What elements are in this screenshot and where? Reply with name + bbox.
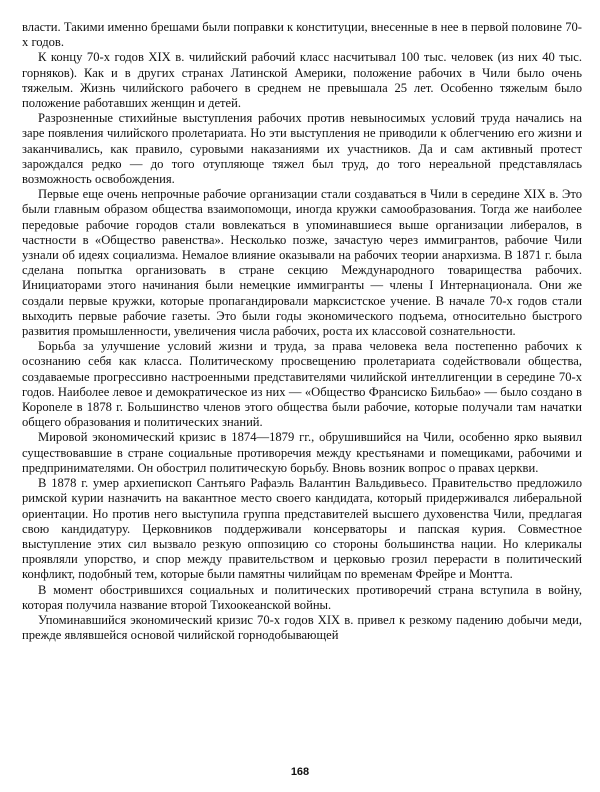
paragraph-8: В момент обострившихся социальных и политических противоречий страна вступила в войну, которая получила название второй Тихоокеанской войны.: [22, 582, 582, 612]
page-number: 168: [290, 766, 310, 778]
paragraph-9: Упоминавшийся экономический кризис 70-х годов XIX в. привел к резкому падению добычи меди, прежде являвшейся основой чилийской горнодобывающей: [22, 612, 582, 643]
paragraph-3: Разрозненные стихийные выступления рабочих против невыносимых условий труда начались на заре появления чилийского пролетариата. Но эти выступления не приводили к облегчению его жизни и заканчивались, как правило, суровыми наказаниями их участников. Да и сам активный протест зарождался редко — до того отупляюще тяжел был труд, до того нереальной представлялась возможность освобождения.: [22, 111, 582, 187]
paragraph-7: В 1878 г. умер архиепископ Сантьяго Рафаэль Валантин Вальдивьесо. Правительство предложило римской курии назначить на вакантное место своего кандидата, который придерживался либеральной ориентации. Но против него выступила группа представителей высшего духовенства Чили, предлагая свою кандидатуру. Церковников поддерживали консерваторы и папская курия. Совместное выступление этих сил вызвало резкую оппозицию со стороны большинства нации. Но клерикалы проявляли упорство, и спор между правительством и церковью грозил перерасти в политический конфликт, подобный тем, которые были памятны чилийцам по временам Фрейре и Монтта.: [22, 476, 582, 582]
paragraph-5: Борьба за улучшение условий жизни и труда, за права человека вела постепенно рабочих к осознанию себя как класса. Политическому просвещению пролетариата содействовали общества, создаваемые прогрессивно настроенными представителями чилийской интеллигенции в середине 70-х годов. Наиболее левое и демократическое из них — «Общество Франсиско Бильбао» — было создано в Короneле в 1878 г. Большинство членов этого общества были рабочие, которые получали там начатки общего образования и политических знаний.: [22, 339, 582, 430]
paragraph-4: Первые еще очень непрочные рабочие организации стали создаваться в Чили в середине XIX в. Это были главным образом общества взаимопомощи, иногда кружки самообразования. Тогда же наиболее передовые рабочие городов стали вовлекаться в упоминавшиеся выше организации либералов, в частности в «Общество равенства». Несколько позже, зачастую через иммигрантов, рабочие Чили узнали об идеях социализма. Немалое влияние оказывали на рабочих теории анархизма. В 1871 г. была сделана попытка организовать в стране секцию Международного товарищества рабочих. Инициаторами этого начинания были немецкие иммигранты — члены I Интернационала. Они же создали первые кружки, которые пропагандировали марксистское учение. В начале 70-х годов стали выходить первые рабочие газеты. Это были годы экономического подъема, относительно быстрого развития промышленности, увеличения числа рабочих, роста их классовой сознательности.: [22, 187, 582, 339]
paragraph-6: Мировой экономический кризис в 1874—1879 гг., обрушившийся на Чили, особенно ярко выявил существовавшие в стране социальные противоречия между крестьянами и помещиками, рабочими и предпринимателями. Он обострил политическую борьбу. Вновь возник вопрос о правах церкви.: [22, 430, 582, 475]
paragraph-2: К концу 70-х годов XIX в. чилийский рабочий класс насчитывал 100 тыс. человек (из них 40 тыс. горняков). Как и в других странах Латинской Америки, положение рабочих в Чили было очень тяжелым. Жизнь чилийского рабочего в среднем не превышала 25 лет. Особенно тяжелым было положение работавших женщин и детей.: [22, 50, 582, 111]
paragraph-1: власти. Такими именно брешами были поправки к конституции, внесенные в нее в первой половине 70-х годов.: [22, 20, 582, 50]
page-body: [22, 20, 582, 780]
